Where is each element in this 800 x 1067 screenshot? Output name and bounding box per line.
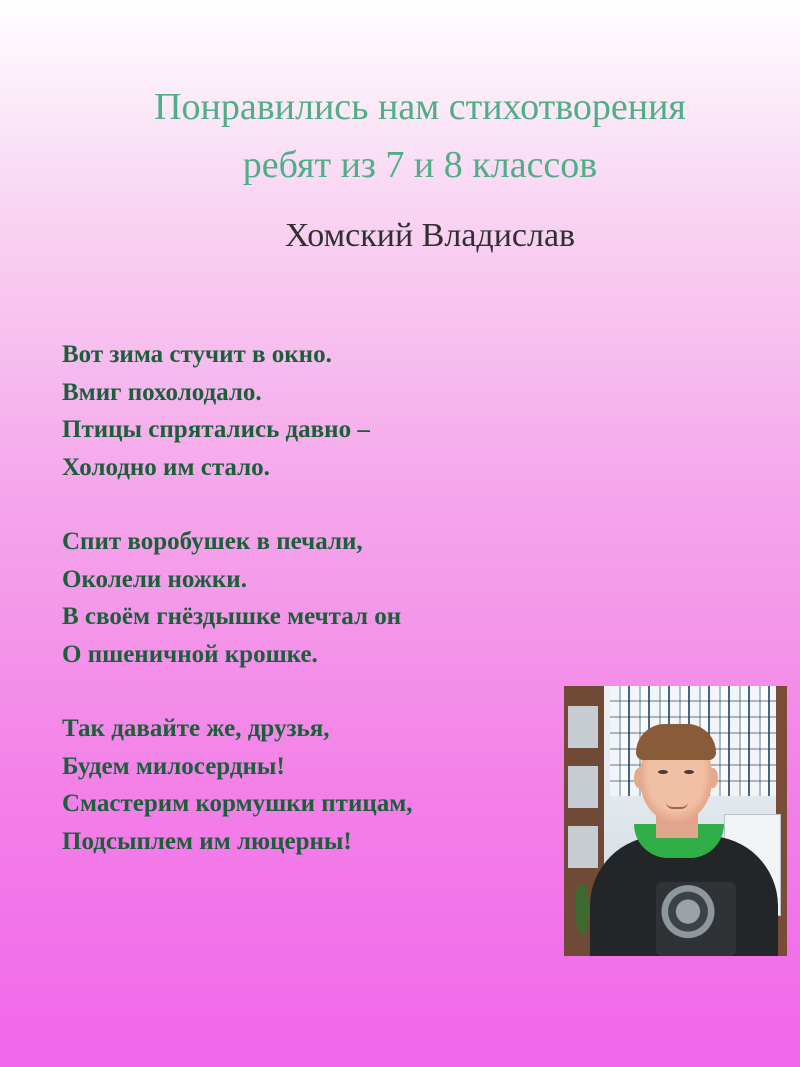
person-eye bbox=[658, 770, 668, 774]
poem-stanza-1 bbox=[62, 336, 582, 486]
poem-line: Подсыплем им люцерны! bbox=[62, 827, 352, 855]
poem-line: Вмиг похолодало. bbox=[62, 378, 262, 406]
title-line-1: Понравились нам стихотворения bbox=[154, 86, 686, 128]
poem-line: Птицы спрятались давно – bbox=[62, 416, 370, 443]
poem-line: Так давайте же, друзья, bbox=[62, 715, 330, 742]
person-mouth bbox=[666, 802, 688, 809]
shelf-slot bbox=[568, 766, 598, 808]
poem-stanza-2 bbox=[62, 523, 582, 673]
poem-line: Холодно им стало. bbox=[62, 453, 270, 481]
poem-line: Будем милосердны! bbox=[62, 752, 285, 780]
poem-line: Вот зима стучит в окно. bbox=[62, 341, 332, 368]
author-photo bbox=[564, 686, 787, 956]
poem-line: Спит воробушек в печали, bbox=[62, 528, 363, 555]
person-hair bbox=[636, 724, 716, 760]
poem-line: Околели ножки. bbox=[62, 565, 247, 593]
shelf-slot bbox=[568, 706, 598, 748]
poem bbox=[62, 336, 582, 860]
person-eye bbox=[684, 770, 694, 774]
title-line-2: ребят из 7 и 8 классов bbox=[242, 144, 598, 186]
poem-stanza-3 bbox=[62, 710, 582, 860]
slide-title bbox=[0, 78, 800, 194]
shelf-slot bbox=[568, 826, 598, 868]
author-name: Хомский Владислав bbox=[284, 217, 576, 254]
poem-line: В своём гнёздышке мечтал он bbox=[62, 603, 402, 630]
poem-line: О пшеничной крошке. bbox=[62, 640, 318, 668]
hoodie-print bbox=[656, 882, 736, 956]
poem-line: Смастерим кормушки птицам, bbox=[62, 790, 413, 817]
